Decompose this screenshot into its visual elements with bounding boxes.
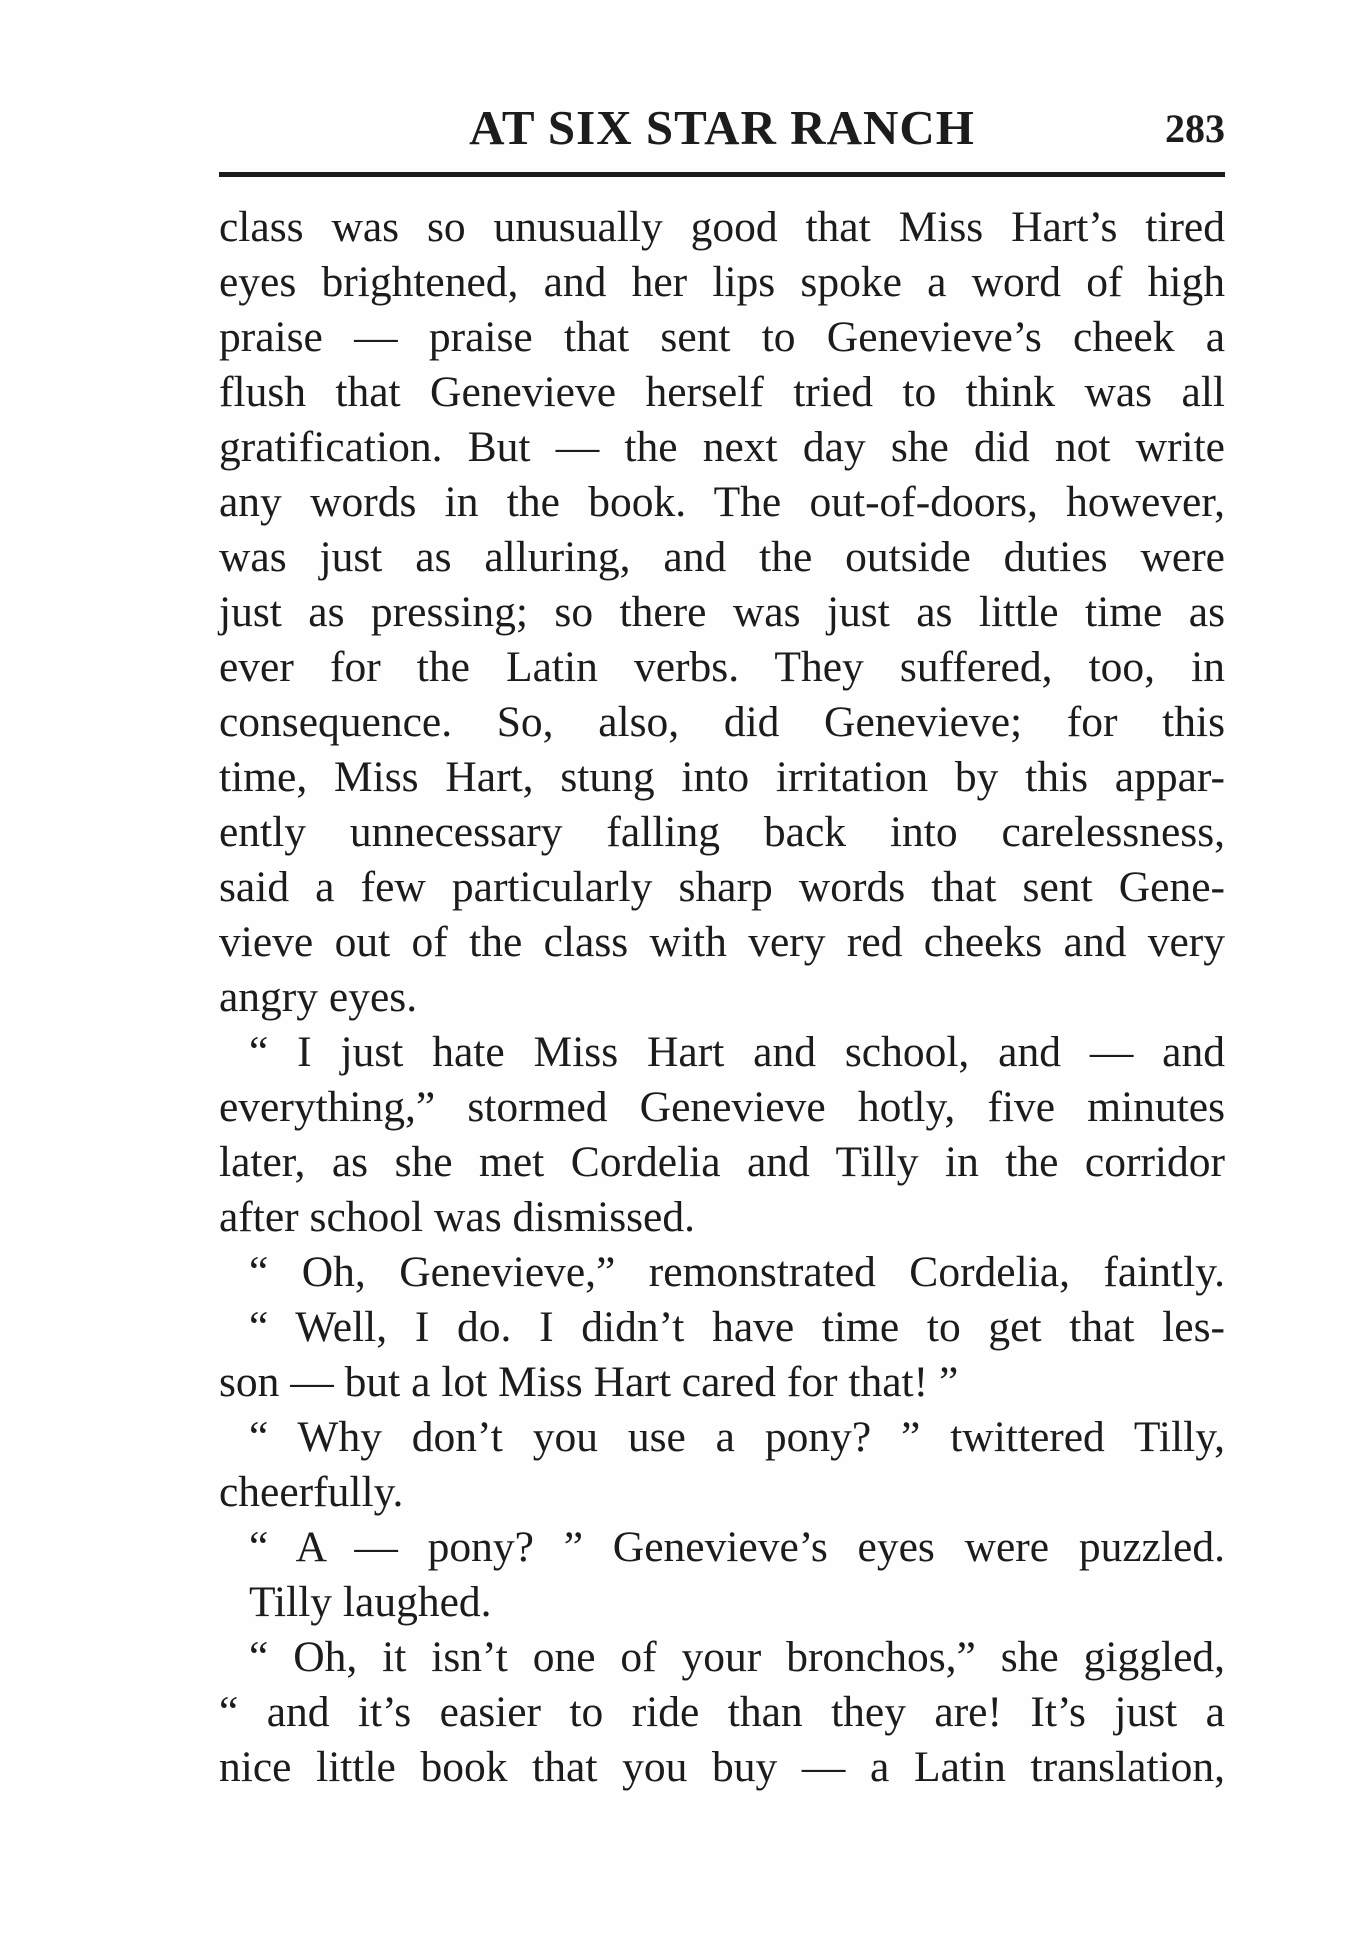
text-line: son — but a lot Miss Hart cared for that! ” bbox=[219, 1358, 959, 1406]
text-line: after school was dismissed. bbox=[219, 1193, 695, 1241]
text-line: “ and it’s easier to ride than they are! It’s just a bbox=[219, 1688, 1225, 1736]
text-line: “ Oh, it isn’t one of your bronchos,” she giggled, bbox=[249, 1633, 1225, 1681]
text-line: angry eyes. bbox=[219, 973, 418, 1021]
text-line: time, Miss Hart, stung into irritation by this appar- bbox=[219, 753, 1225, 801]
text-line: ently unnecessary falling back into carelessness, bbox=[219, 808, 1225, 856]
text-line: any words in the book. The out-of-doors, however, bbox=[219, 478, 1225, 526]
text-line: “ Oh, Genevieve,” remonstrated Cordelia, faintly. bbox=[249, 1248, 1225, 1296]
running-head bbox=[219, 96, 1225, 160]
text-line: eyes brightened, and her lips spoke a word of high bbox=[219, 258, 1225, 306]
text-line: gratification. But — the next day she did not write bbox=[219, 423, 1225, 471]
text-line: praise — praise that sent to Genevieve’s cheek a bbox=[219, 313, 1225, 361]
text-line: class was so unusually good that Miss Hart’s tired bbox=[219, 203, 1225, 251]
text-line: everything,” stormed Genevieve hotly, five minutes bbox=[219, 1083, 1225, 1131]
page-number: 283 bbox=[1165, 106, 1225, 151]
text-line: “ I just hate Miss Hart and school, and — and bbox=[249, 1028, 1225, 1076]
text-line: consequence. So, also, did Genevieve; for this bbox=[219, 698, 1225, 746]
text-line: vieve out of the class with very red cheeks and very bbox=[219, 918, 1225, 966]
text-line: cheerfully. bbox=[219, 1468, 404, 1516]
body-text bbox=[219, 200, 1225, 1795]
text-line: Tilly laughed. bbox=[249, 1578, 492, 1626]
text-line: just as pressing; so there was just as little time as bbox=[219, 588, 1225, 636]
text-line: flush that Genevieve herself tried to think was all bbox=[219, 368, 1225, 416]
text-line: “ A — pony? ” Genevieve’s eyes were puzzled. bbox=[249, 1523, 1225, 1571]
text-line: nice little book that you buy — a Latin translation, bbox=[219, 1743, 1225, 1791]
running-title: AT SIX STAR RANCH bbox=[469, 100, 975, 155]
text-line: ever for the Latin verbs. They suffered, too, in bbox=[219, 643, 1225, 691]
text-line: later, as she met Cordelia and Tilly in the corridor bbox=[219, 1138, 1225, 1186]
text-line: was just as alluring, and the outside duties were bbox=[219, 533, 1225, 581]
header-rule bbox=[219, 172, 1225, 177]
text-line: “ Why don’t you use a pony? ” twittered Tilly, bbox=[249, 1413, 1225, 1461]
text-line: said a few particularly sharp words that sent Gene- bbox=[219, 863, 1225, 911]
text-line: “ Well, I do. I didn’t have time to get that les- bbox=[249, 1303, 1225, 1351]
